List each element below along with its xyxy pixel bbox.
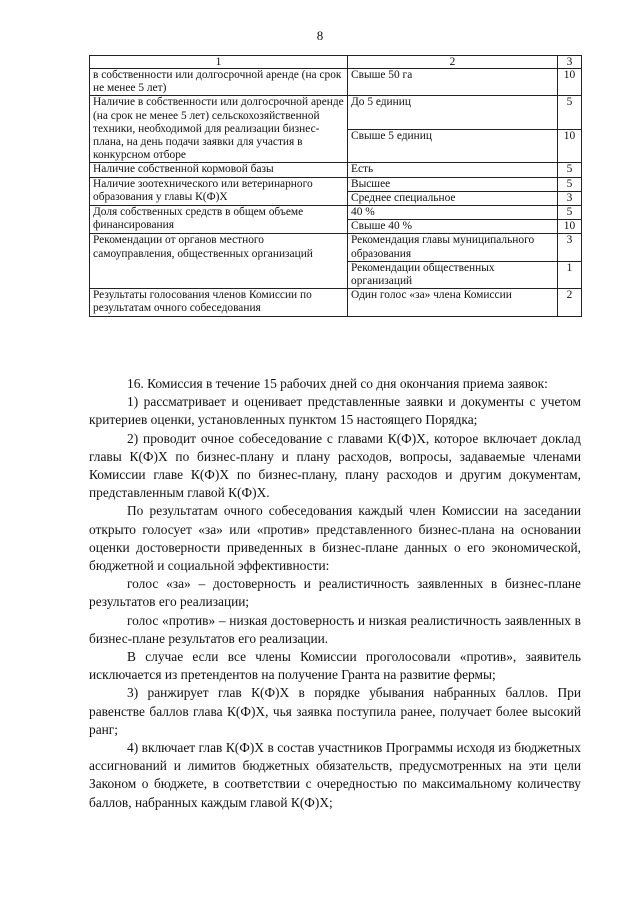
option-cell: Рекомендации общественных организаций bbox=[348, 261, 558, 288]
option-cell: До 5 единиц bbox=[348, 96, 558, 130]
paragraph: 2) проводит очное собеседование с главами К(Ф)Х, которое включает доклад главы К(Ф)Х по бизнес-плану и плану расходов, вопросы, задаваемые членами Комиссии главе К(Ф)Х по бизнес-плану, плану расходов и другим документам, представленным главой К(Ф)Х. bbox=[89, 430, 581, 501]
table-header-cell: 1 bbox=[90, 56, 348, 69]
points-cell: 1 bbox=[558, 261, 582, 288]
points-cell: 10 bbox=[558, 220, 582, 234]
paragraph: 1) рассматривает и оценивает представленные заявки и документы с учетом критериев оценки, установленных пунктом 15 настоящего Порядка; bbox=[89, 394, 581, 428]
criterion-cell: в собственности или долгосрочной аренде (на срок не менее 5 лет) bbox=[90, 69, 348, 96]
table-row bbox=[90, 206, 582, 220]
points-cell: 10 bbox=[558, 129, 582, 163]
option-cell: 40 % bbox=[348, 206, 558, 220]
table-row bbox=[90, 289, 582, 316]
option-cell: Свыше 40 % bbox=[348, 220, 558, 234]
table-row bbox=[90, 163, 582, 177]
points-cell: 5 bbox=[558, 163, 582, 177]
option-cell: Свыше 50 га bbox=[348, 69, 558, 96]
points-cell: 2 bbox=[558, 289, 582, 316]
points-cell: 10 bbox=[558, 69, 582, 96]
page-number: 8 bbox=[316, 28, 324, 43]
points-cell: 5 bbox=[558, 177, 582, 191]
paragraph: 3) ранжирует глав К(Ф)Х в порядке убывания набранных баллов. При равенстве баллов глава К(Ф)Х, чья заявка поступила ранее, получает более высокий ранг; bbox=[89, 685, 581, 737]
criterion-cell: Доля собственных средств в общем объеме финансирования bbox=[90, 206, 348, 234]
document-body bbox=[89, 375, 581, 812]
criterion-cell: Наличие собственной кормовой базы bbox=[90, 163, 348, 177]
option-cell: Рекомендация главы муниципального образования bbox=[348, 234, 558, 261]
criterion-cell: Рекомендации от органов местного самоуправления, общественных организаций bbox=[90, 234, 348, 289]
paragraph: В случае если все члены Комиссии проголосовали «против», заявитель исключается из претендентов на получение Гранта на развитие фермы; bbox=[89, 649, 581, 683]
points-cell: 3 bbox=[558, 191, 582, 205]
paragraph: голос «против» – низкая достоверность и низкая реалистичность заявленных в бизнес-плане результатов его реализации. bbox=[89, 612, 581, 646]
paragraph: голос «за» – достоверность и реалистичность заявленных в бизнес-плане результатов его реализации; bbox=[89, 576, 581, 610]
paragraph: 4) включает глав К(Ф)Х в состав участников Программы исходя из бюджетных ассигнований и лимитов бюджетных обязательств, предусмотренных на эти цели Законом о бюджете, в соответствии с очередностью по максимальному количеству баллов, набранных каждым главой К(Ф)Х; bbox=[89, 740, 581, 810]
option-cell: Есть bbox=[348, 163, 558, 177]
table-header-cell: 2 bbox=[348, 56, 558, 69]
criterion-cell: Наличие зоотехнического или ветеринарного образования у главы К(Ф)Х bbox=[90, 177, 348, 205]
table-row bbox=[90, 234, 582, 261]
table-row bbox=[90, 96, 582, 130]
option-cell: Свыше 5 единиц bbox=[348, 129, 558, 163]
paragraph: По результатам очного собеседования каждый член Комиссии на заседании открыто голосует «за» или «против» представленного бизнес-плана на основании оценки достоверности приведенных в бизнес-плане данных о его экономической, бюджетной и социальной эффективности: bbox=[89, 503, 581, 574]
points-cell: 5 bbox=[558, 96, 582, 130]
table-header-row bbox=[90, 56, 582, 69]
option-cell: Один голос «за» члена Комиссии bbox=[348, 289, 558, 316]
criteria-table bbox=[89, 55, 582, 317]
option-cell: Высшее bbox=[348, 177, 558, 191]
table-header-cell: 3 bbox=[558, 56, 582, 69]
points-cell: 5 bbox=[558, 206, 582, 220]
paragraph: 16. Комиссия в течение 15 рабочих дней со дня окончания приема заявок: bbox=[127, 376, 548, 391]
points-cell: 3 bbox=[558, 234, 582, 261]
criterion-cell: Результаты голосования членов Комиссии по результатам очного собеседования bbox=[90, 289, 348, 316]
table-row bbox=[90, 177, 582, 191]
option-cell: Среднее специальное bbox=[348, 191, 558, 205]
criterion-cell: Наличие в собственности или долгосрочной аренде (на срок не менее 5 лет) сельскохозяйственной техники, необходимой для реализации бизнес-плана, на день подачи заявки для участия в конкурсном отборе bbox=[90, 96, 348, 163]
table-row bbox=[90, 69, 582, 96]
